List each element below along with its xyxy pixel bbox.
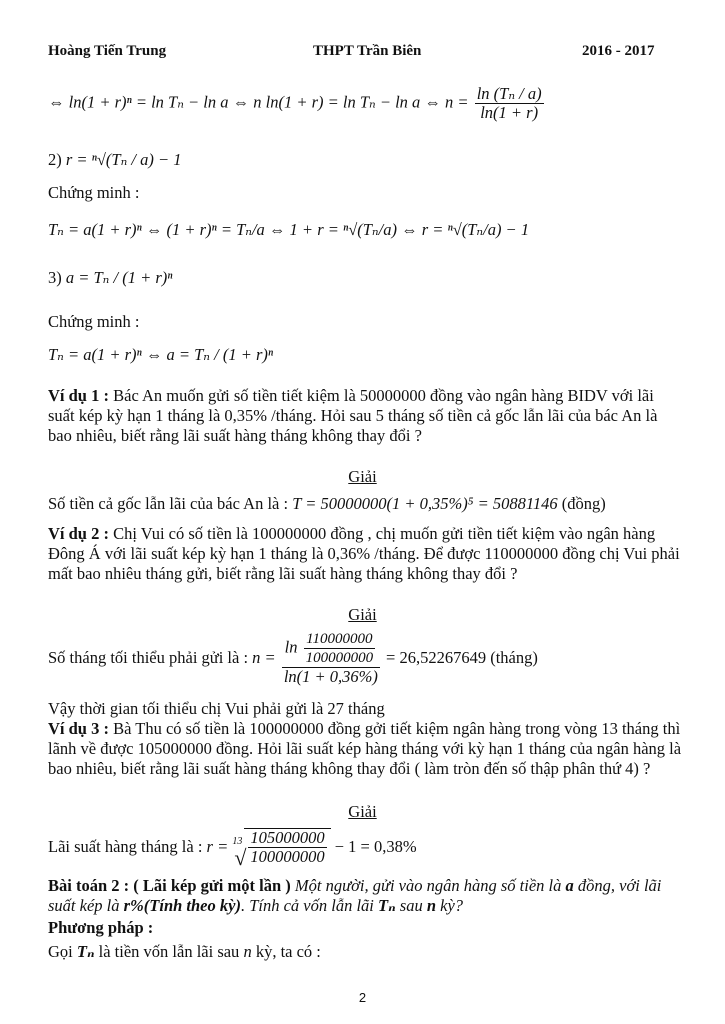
final-line: Gọi Tₙ là tiền vốn lẫn lãi sau n kỳ, ta có :: [48, 942, 321, 961]
example-1: Ví dụ 1 : Bác An muốn gửi số tiền tiết kiệm là 50000000 đồng vào ngân hàng BIDV với lãi suất kép kỳ hạn 1 tháng là 0,35% /tháng. Hỏi sau 5 tháng số tiền cả gốc lẫn lãi của bác An là bao nhiêu, biết rằng lãi suất hàng tháng không thay đổi ?: [48, 386, 658, 445]
proof-label-3: Chứng minh :: [48, 312, 140, 331]
example-1-answer: Số tiền cả gốc lẫn lãi của bác An là : T = 50000000(1 + 0,35%)⁵ = 50881146 (đồng): [48, 494, 606, 513]
header-school: THPT Trần Biên: [313, 43, 422, 59]
example-3-root: √ 13 $\frac{105000000}{100000000}$: [232, 828, 330, 866]
proof-label-2: Chứng minh :: [48, 183, 140, 202]
proof-2-formula: Tₙ = a(1 + r)ⁿ ⇔ (1 + r)ⁿ = Tₙ/a ⇔ 1 + r = ⁿ√(Tₙ/a) ⇔ r = ⁿ√(Tₙ/a) − 1: [48, 220, 530, 239]
example-3-answer: Lãi suất hàng tháng là : r = √ 13 $\frac{105000000}{100000000}$ − 1 = 0,38%: [48, 828, 417, 866]
example-2-fraction: ln $\frac{110000000}{100000000}$ ln(1 + 0,36%): [283, 631, 378, 686]
formula-1-fraction: $\frac{\text{ln (Tₙ / a)}}{\ln(1 + r)}$: [476, 84, 542, 122]
example-2-answer: Số tháng tối thiểu phải gửi là : n = ln $\frac{110000000}{100000000}$ ln(1 + 0,36%) = 26,52267649 (tháng): [48, 631, 538, 686]
example-3-giai: Giải: [348, 802, 377, 821]
item-3: 3) a = Tₙ / (1 + r)ⁿ: [48, 268, 173, 287]
item-2: 2) r = ⁿ√(Tₙ / a) − 1: [48, 150, 182, 169]
example-2: Ví dụ 2 : Chị Vui có số tiền là 100000000 đồng , chị muốn gửi tiền tiết kiệm vào ngân hàng Đông Á với lãi suất kép kỳ hạn 1 tháng là 0,36% /tháng. Để được 110000000 đồng chị Vui phải mất bao nhiêu tháng gửi, biết rằng lãi suất hàng tháng không thay đổi ?: [48, 524, 680, 583]
proof-3-formula: Tₙ = a(1 + r)ⁿ ⇔ a = Tₙ / (1 + r)ⁿ: [48, 345, 274, 364]
example-3: Ví dụ 3 : Bà Thu có số tiền là 100000000 đồng gởi tiết kiệm ngân hàng trong vòng 13 tháng thì lãnh về được 105000000 đồng. Hỏi lãi suất kép hàng tháng với kỳ hạn 1 tháng của ngân hàng là bao nhiêu, biết rằng lãi suất hàng tháng không thay đổi ( làm tròn đến số thập phân thứ 4) ?: [48, 719, 682, 778]
example-2-giai: Giải: [348, 605, 377, 624]
example-2-conclusion: Vậy thời gian tối thiểu chị Vui phải gửi là 27 tháng: [48, 699, 385, 718]
method-heading: Phương pháp :: [48, 918, 154, 937]
page-number: 2: [358, 990, 367, 1005]
header-year: 2016 - 2017: [582, 43, 655, 59]
problem-2: Bài toán 2 : ( Lãi kép gửi một lần ) Một người, gửi vào ngân hàng số tiền là a đồng, với lãi suất kép là r%(Tính theo kỳ). Tính cả vốn lẫn lãi Tₙ sau n kỳ?: [48, 876, 662, 915]
header-author: Hoàng Tiến Trung: [48, 43, 167, 59]
formula-line-1: ⇔ ln(1 + r)ⁿ = ln Tₙ − ln a ⇔ n ln(1 + r) = ln Tₙ − ln a ⇔ n = $\frac{\text{ln (Tₙ / a)}}{\ln(1 + r)}$: [48, 84, 542, 122]
example-1-giai: Giải: [348, 467, 377, 486]
